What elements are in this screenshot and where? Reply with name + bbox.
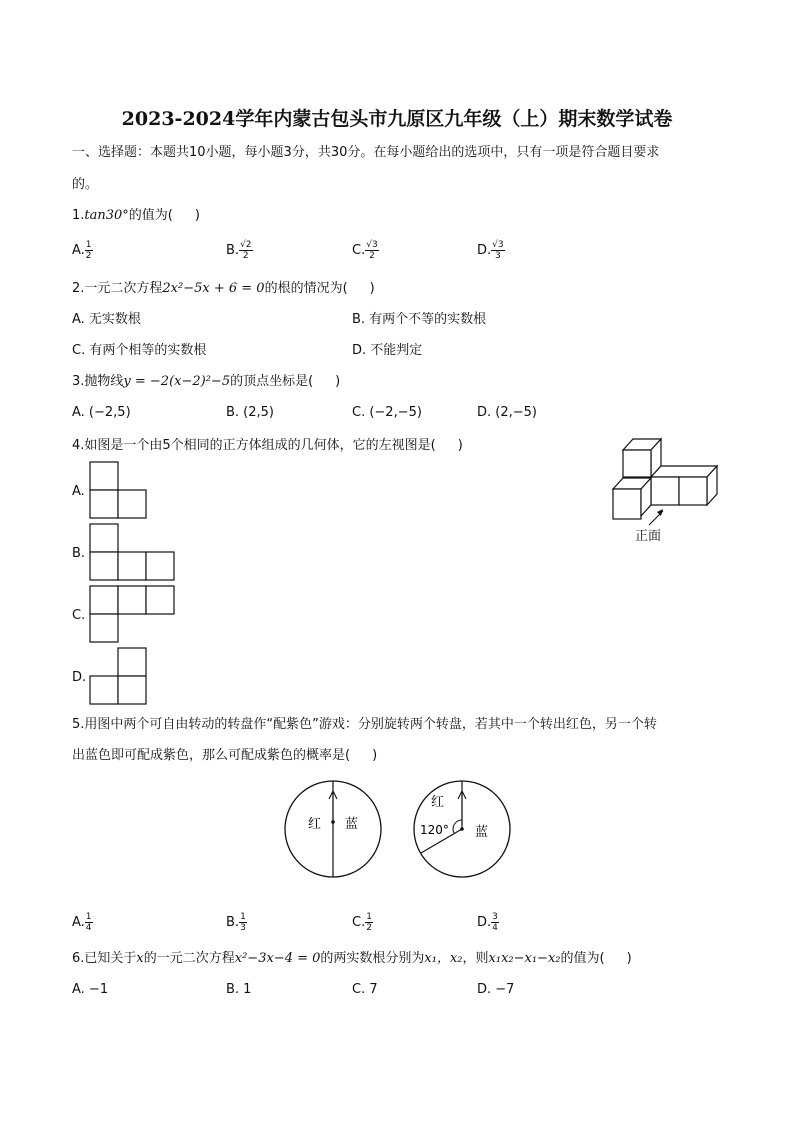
q3-option-b: B. (2,5): [226, 405, 275, 420]
q2-option-b: B. 有两个不等的实数根: [352, 312, 487, 327]
question-1: [72, 207, 200, 225]
q1-number: 1.: [72, 208, 85, 223]
q4-option-d-figure: [89, 647, 149, 707]
q4-option-a-figure: [89, 461, 149, 521]
q3-option-a: A. (−2,5): [72, 405, 131, 420]
q4-cube-figure: [605, 432, 725, 544]
question-5-line1: 5.用图中两个可自由转动的转盘作“配紫色”游戏：分别旋转两个转盘，若其中一个转出红色，另一个转: [72, 717, 657, 732]
q5-spinner-1: [280, 778, 390, 880]
question-6: 6.已知关于x的一元二次方程x²−3x−4 = 0的两实数根分别为x₁，x₂，则x₁x₂−x₁−x₂的值为( ): [72, 951, 632, 966]
q2-option-c: C. 有两个相等的实数根: [72, 343, 207, 358]
q3-option-d: D. (2,−5): [477, 405, 537, 420]
q5-option-a: A. $\frac{1}{4}$: [72, 912, 92, 933]
q5-option-d: D. $\frac{3}{4}$: [477, 912, 498, 933]
q1-option-b: B. $\frac{√2}{2}$: [226, 240, 252, 261]
spinner2-angle-label: 120°: [420, 823, 449, 837]
q3-option-c: C. (−2,−5): [352, 405, 422, 420]
section-header-line1: 一、选择题：本题共10小题，每小题3分，共30分。在每小题给出的选项中，只有一项是符合题目要求: [72, 145, 660, 160]
question-3: 3.抛物线y = −2(x−2)²−5的顶点坐标是( ): [72, 374, 341, 389]
question-5-line2: 出蓝色即可配成紫色，那么可配成紫色的概率是( ): [72, 748, 378, 763]
q4-option-c-figure: [89, 585, 179, 645]
q1-option-a: A. $\frac{1}{2}$: [72, 240, 92, 261]
section-header-line2: 的。: [72, 177, 99, 192]
question-2: 2.一元二次方程2x²−5x + 6 = 0的根的情况为( ): [72, 281, 375, 296]
q4-front-label: 正面: [635, 529, 662, 544]
q2-option-a: A. 无实数根: [72, 312, 141, 327]
q5-option-c: C. $\frac{1}{2}$: [352, 912, 372, 933]
spinner1-blue-label: 蓝: [345, 817, 359, 832]
q4-option-c-label: C.: [72, 608, 86, 623]
q6-equation: x²−3x−4 = 0: [234, 951, 321, 966]
question-4: 4.如图是一个由5个相同的正方体组成的几何体，它的左视图是( ): [72, 438, 463, 453]
spinner2-red-label: 红: [431, 795, 445, 810]
q1-option-c: C. $\frac{√3}{2}$: [352, 240, 378, 261]
q3-equation: y = −2(x−2)²−5: [123, 374, 231, 389]
q5-spinner-2: [408, 778, 518, 880]
q4-option-b-figure: [89, 523, 179, 583]
spinner1-red-label: 红: [308, 817, 322, 832]
q6-option-c: C. 7: [352, 982, 378, 997]
q2-equation: 2x²−5x + 6 = 0: [162, 281, 265, 296]
q1-option-d: D. $\frac{√3}{3}$: [477, 240, 504, 261]
q2-option-d: D. 不能判定: [352, 343, 423, 358]
q5-option-b: B. $\frac{1}{3}$: [226, 912, 246, 933]
q1-expr: tan30°: [84, 208, 129, 223]
q6-option-d: D. −7: [477, 982, 515, 997]
q6-option-b: B. 1: [226, 982, 252, 997]
page-title: 2023-2024学年内蒙古包头市九原区九年级（上）期末数学试卷: [121, 108, 673, 130]
q1-close: ): [194, 208, 200, 223]
q4-option-d-label: D.: [72, 670, 87, 685]
q4-option-b-label: B.: [72, 546, 86, 561]
q1-text: 的值为(: [128, 208, 173, 223]
q4-option-a-label: A.: [72, 484, 85, 499]
spinner2-blue-label: 蓝: [475, 825, 489, 840]
q6-option-a: A. −1: [72, 982, 109, 997]
